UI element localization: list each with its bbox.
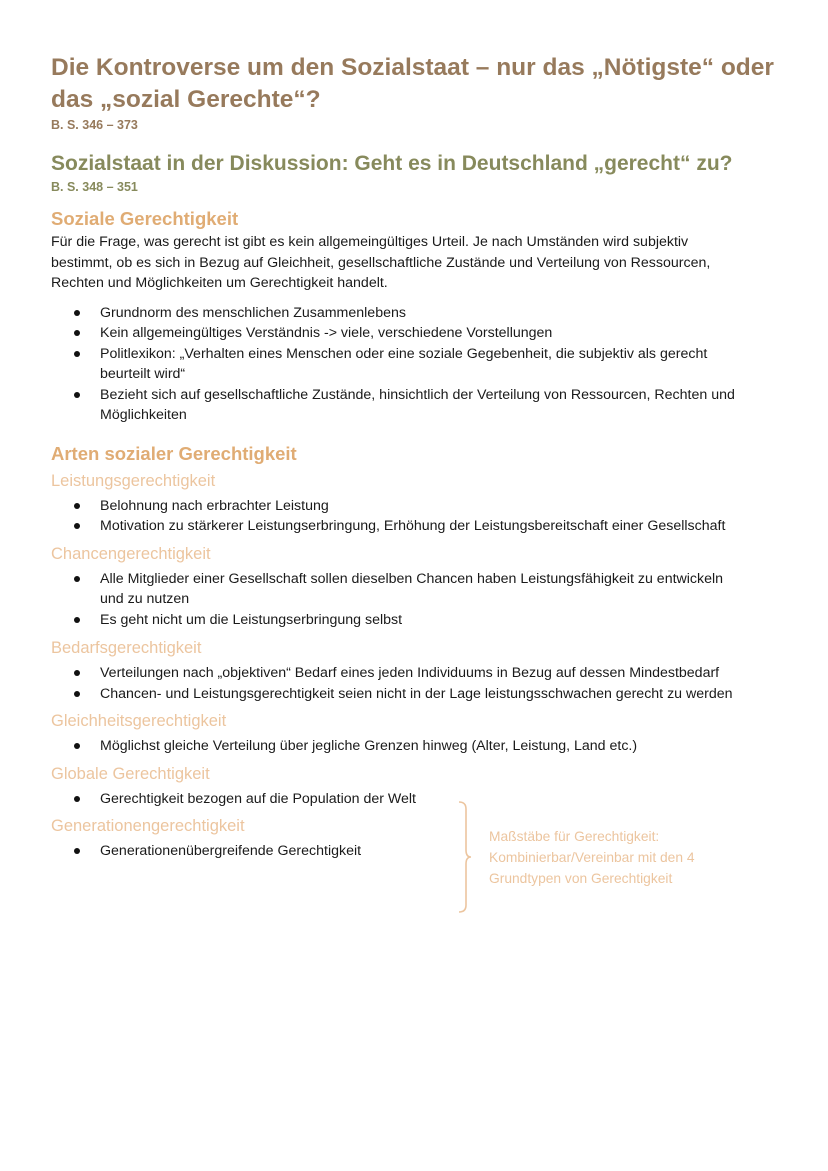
list-item: Bezieht sich auf gesellschaftliche Zustände, hinsichtlich der Verteilung von Ressourcen, Rechten und Möglichkeiten bbox=[51, 385, 791, 426]
bullet-icon bbox=[74, 503, 80, 509]
section-page-reference: B. S. 348 – 351 bbox=[51, 180, 138, 194]
heading-bedarfsgerechtigkeit: Bedarfsgerechtigkeit bbox=[51, 639, 202, 657]
bullet-icon bbox=[74, 617, 80, 623]
bullet-icon bbox=[74, 670, 80, 676]
list-item: Grundnorm des menschlichen Zusammenlebens bbox=[51, 303, 791, 324]
soziale-bullet-list bbox=[51, 303, 791, 426]
bullet-icon bbox=[74, 523, 80, 529]
bullet-icon bbox=[74, 848, 80, 854]
list-item: Verteilungen nach „objektiven“ Bedarf eines jeden Individuums in Bezug auf dessen Mindestbedarf bbox=[51, 663, 791, 684]
list-item: Möglichst gleiche Verteilung über jegliche Grenzen hinweg (Alter, Leistung, Land etc.) bbox=[51, 736, 791, 757]
list-item: Politlexikon: „Verhalten eines Menschen oder eine soziale Gegebenheit, die subjektiv als gerecht beurteilt wird“ bbox=[51, 344, 791, 385]
heading-gleichheitsgerechtigkeit: Gleichheitsgerechtigkeit bbox=[51, 712, 227, 730]
side-note-massstaebe: Maßstäbe für Gerechtigkeit: Kombinierbar/Vereinbar mit den 4 Grundtypen von Gerechtigkeit bbox=[489, 829, 695, 886]
document-content bbox=[51, 52, 791, 862]
heading-chancengerechtigkeit: Chancengerechtigkeit bbox=[51, 544, 211, 563]
intro-paragraph: Für die Frage, was gerecht ist gibt es kein allgemeingültiges Urteil. Je nach Umständen wird subjektiv bestimmt, ob es sich in Bezug auf Gleichheit, gesellschaftliche Zustände und Verteilung von Ressourcen, Rechten und Möglichkeiten um Gerechtigkeit handelt. bbox=[51, 234, 711, 291]
global-bullet-list bbox=[51, 789, 791, 810]
bullet-icon bbox=[74, 330, 80, 336]
list-item: Chancen- und Leistungsgerechtigkeit seien nicht in der Lage leistungsschwachen gerecht zu werden bbox=[51, 684, 791, 705]
bullet-icon bbox=[74, 576, 80, 582]
document-title: Die Kontroverse um den Sozialstaat – nur das „Nötigste“ oder das „sozial Gerechte“? bbox=[51, 54, 774, 113]
bedarf-bullet-list bbox=[51, 663, 791, 704]
bullet-icon bbox=[74, 691, 80, 697]
list-item: Es geht nicht um die Leistungserbringung selbst bbox=[51, 610, 791, 631]
heading-generationengerechtigkeit: Generationengerechtigkeit bbox=[51, 817, 245, 835]
leistung-bullet-list bbox=[51, 496, 791, 537]
heading-soziale-gerechtigkeit: Soziale Gerechtigkeit bbox=[51, 208, 239, 229]
list-item: Kein allgemeingültiges Verständnis -> viele, verschiedene Vorstellungen bbox=[51, 323, 791, 344]
list-item: Belohnung nach erbrachter Leistung bbox=[51, 496, 791, 517]
bullet-icon bbox=[74, 743, 80, 749]
heading-globale-gerechtigkeit: Globale Gerechtigkeit bbox=[51, 764, 210, 783]
heading-arten-sozialer-gerechtigkeit: Arten sozialer Gerechtigkeit bbox=[51, 442, 297, 464]
heading-leistungsgerechtigkeit: Leistungsgerechtigkeit bbox=[51, 471, 216, 490]
bullet-icon bbox=[74, 351, 80, 357]
bullet-icon bbox=[74, 796, 80, 802]
list-item: Alle Mitglieder einer Gesellschaft sollen dieselben Chancen haben Leistungsfähigkeit zu entwickeln und zu nutzen bbox=[51, 569, 791, 610]
chancen-bullet-list bbox=[51, 569, 791, 631]
bullet-icon bbox=[74, 310, 80, 316]
section-title: Sozialstaat in der Diskussion: Geht es in Deutschland „gerecht“ zu? bbox=[51, 152, 733, 175]
gleichheit-bullet-list bbox=[51, 736, 791, 757]
list-item: Motivation zu stärkerer Leistungserbringung, Erhöhung der Leistungsbereitschaft einer Gesellschaft bbox=[51, 516, 791, 537]
curly-brace-icon bbox=[456, 800, 474, 914]
list-item: Gerechtigkeit bezogen auf die Population der Welt bbox=[51, 789, 791, 810]
bullet-icon bbox=[74, 392, 80, 398]
title-page-reference: B. S. 346 – 373 bbox=[51, 118, 138, 132]
list-item: Generationenübergreifende Gerechtigkeit bbox=[51, 841, 791, 862]
